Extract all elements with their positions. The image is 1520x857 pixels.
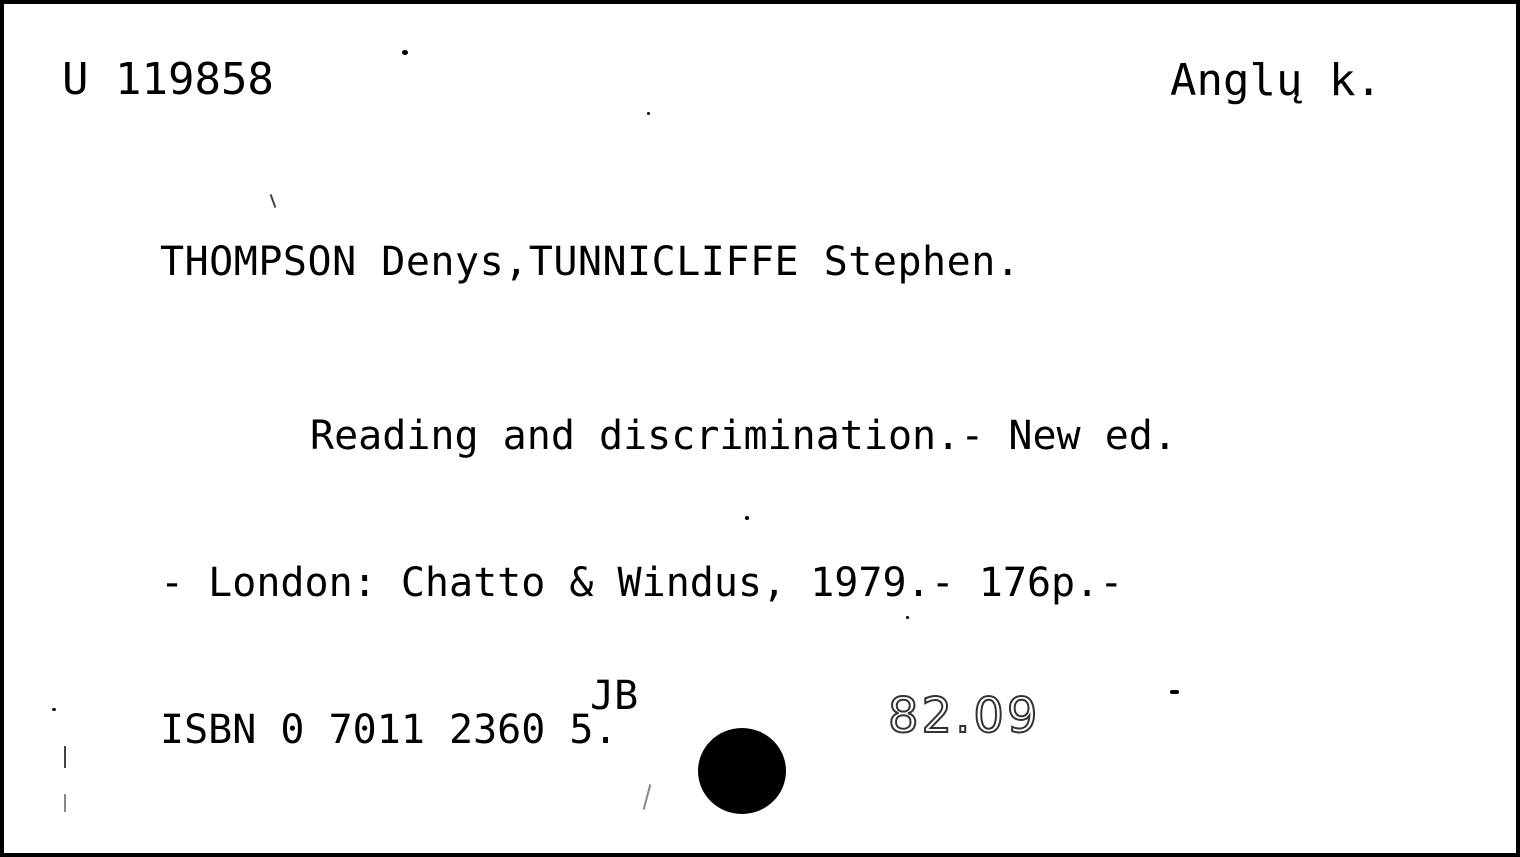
scan-speck bbox=[647, 112, 650, 115]
author-line: THOMPSON Denys,TUNNICLIFFE Stephen. bbox=[160, 239, 1021, 285]
scan-speck bbox=[745, 516, 749, 520]
scan-speck bbox=[906, 616, 909, 619]
punch-hole bbox=[698, 728, 786, 814]
scan-speck bbox=[52, 708, 56, 711]
scan-mark bbox=[64, 746, 66, 768]
location-label: Anglų k. bbox=[1170, 55, 1382, 106]
bibliographic-description bbox=[160, 314, 1177, 853]
isbn-line: ISBN 0 7011 2360 5. bbox=[160, 707, 618, 753]
scan-mark bbox=[64, 794, 66, 812]
call-number: U 119858 bbox=[62, 54, 274, 105]
date-stamp: 82.09 bbox=[888, 688, 1041, 744]
title-line: Reading and discrimination.- New ed. bbox=[310, 413, 1177, 459]
cataloger-initials: JB bbox=[590, 673, 639, 719]
imprint-line: - London: Chatto & Windus, 1979.- 176p.- bbox=[160, 560, 1124, 606]
scan-speck bbox=[402, 50, 408, 55]
scan-mark bbox=[270, 194, 277, 208]
scan-speck bbox=[1170, 690, 1179, 694]
